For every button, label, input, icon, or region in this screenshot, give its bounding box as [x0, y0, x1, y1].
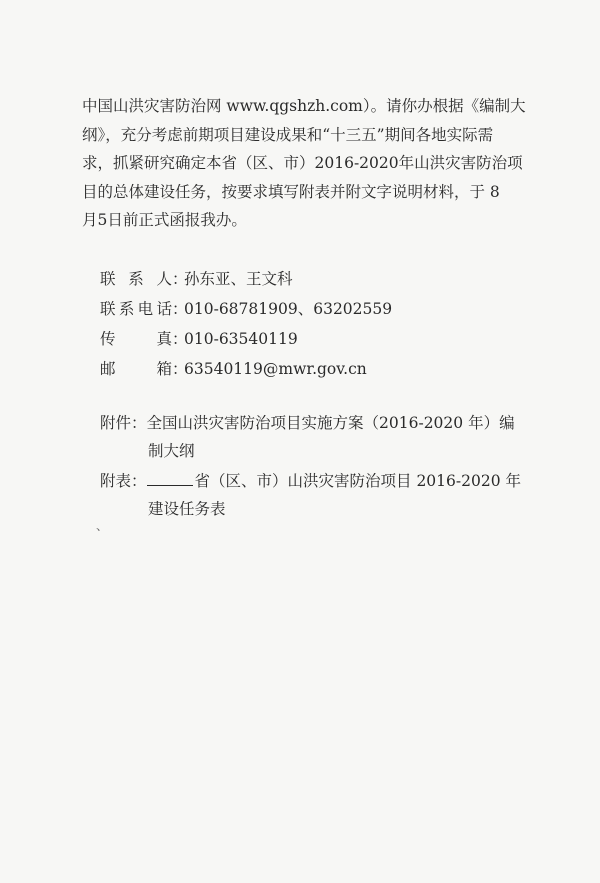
annex-title: 全国山洪灾害防治项目实施方案（2016-2020 年）编	[146, 414, 515, 432]
contact-row-fax: 传真：010-63540119	[100, 324, 392, 354]
paragraph-line: 中国山洪灾害防治网 www.qgshzh.com）。请你办根据《编制大	[82, 97, 526, 115]
contact-info	[100, 264, 392, 384]
paragraph-line: 目的总体建设任务，按要求填写附表并附文字说明材料，于 8	[82, 182, 500, 201]
contact-value: 孙东亚、王文科	[184, 270, 293, 288]
table-line	[100, 467, 540, 495]
paragraph-line: 求，抓紧研究确定本省（区、市）2016-2020年山洪灾害防治项	[82, 154, 523, 172]
paragraph-line: 月5日前正式函报我办。	[82, 211, 247, 229]
contact-label: 联系电话	[100, 300, 172, 318]
stray-mark: 、	[96, 519, 109, 533]
annex-line-cont	[100, 437, 540, 465]
annex-line	[100, 409, 540, 437]
contact-label: 传真	[100, 330, 172, 348]
table-title-cont: 建设任务表	[148, 500, 226, 518]
contact-row-person: 联系人：孙东亚、王文科	[100, 264, 392, 294]
contact-label: 邮箱	[100, 360, 172, 378]
contact-value: 010-68781909、63202559	[184, 300, 393, 318]
annex-title-cont: 制大纲	[148, 442, 195, 460]
paragraph-line: 纲》，充分考虑前期项目建设成果和“十三五”期间各地实际需	[82, 125, 494, 144]
contact-value: 63540119@mwr.gov.cn	[184, 360, 367, 378]
fill-in-blank	[147, 471, 193, 486]
contact-value: 010-63540119	[184, 330, 298, 348]
table-label: 附表：	[100, 472, 147, 490]
contact-label: 联系人	[100, 270, 172, 288]
annex-label: 附件：	[100, 414, 147, 432]
table-title: 省（区、市）山洪灾害防治项目 2016-2020 年	[194, 472, 522, 490]
table-line-cont	[100, 495, 540, 523]
attachments-section	[100, 409, 540, 523]
body-paragraph	[82, 92, 530, 235]
contact-row-email: 邮箱：63540119@mwr.gov.cn	[100, 354, 392, 384]
contact-row-phone: 联系电话：010-68781909、63202559	[100, 294, 392, 324]
